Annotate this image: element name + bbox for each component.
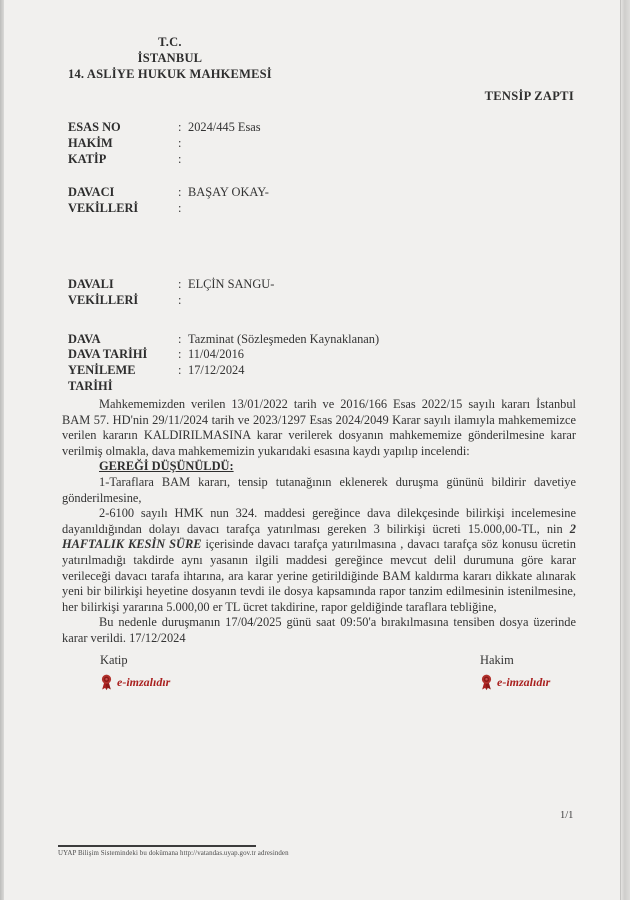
paragraph-item-2-after: içerisinde davacı tarafça yatırılmasına , davacı tarafça söz konusu ücretin yatırılmadığı takdirde aynı yasanın ilgili maddesi gereğince mevcut delil durumuna göre karar verileceği davacı tarafa ihtarına, ara karar yerine getirildiğinde BAM kaldırma kararı dikkate alınarak yeni bir bilirkişi heyetine dosyanın tevdi ile dosya kapsamında rapor tanzim edilmesinin istenilmesine, her bilirkişi yararına 5.000,00 er TL ücret takdirine, rapor geldiğinde taraflara tebliğine, (62, 537, 576, 614)
field-row-dava-tarihi (68, 347, 548, 363)
uyap-footer-note: UYAP Bilişim Sistemindeki bu dokümana http://vatandas.uyap.gov.tr adresinden (58, 850, 289, 857)
field-value: 11/04/2016 (188, 347, 244, 362)
field-label: DAVACI (68, 185, 115, 200)
clerk-role-label: Katip (100, 653, 128, 667)
field-value: Tazminat (Sözleşmeden Kaynaklanan) (188, 331, 380, 346)
e-signature-text: e-imzalıdır (117, 675, 171, 689)
field-row-yenileme-tarihi (68, 363, 548, 395)
page-number: 1/1 (560, 810, 574, 821)
field-row-davali-vekilleri (68, 293, 548, 309)
field-value: 17/12/2024 (188, 363, 245, 378)
field-separator: : (178, 363, 182, 378)
case-fields (68, 120, 548, 395)
paragraph-item-2-before: 2-6100 sayılı HMK nun 324. maddesi gereğince dava dilekçesinde bilirkişi incelemesine dayanıldığından dolayı davacı tarafça yatırılması gereken 3 bilirkişi ücreti 15.000,00-TL, nin (62, 506, 576, 536)
field-separator: : (178, 120, 182, 134)
paragraph-intro: Mahkememizden verilen 13/01/2022 tarih ve 2016/166 Esas 2022/15 sayılı kararı İstanbul BAM 57. HD'nin 29/11/2024 tarih ve 2023/1297 Esas 2024/2049 Karar sayılı ilamıyla mahkememizce verilen kararın KALDIRILMASINA karar verilerek dosyanın mahkememize gönderilmesine karar verilmiş olmakla, dava mahkememizin yukarıdaki esasına kaydı yapılıp incelendi: (62, 397, 576, 458)
e-signature-seal-icon (480, 674, 493, 691)
field-label: DAVA TARİHİ (68, 347, 148, 362)
e-signature-seal-icon (100, 674, 113, 691)
field-separator: : (178, 135, 182, 150)
field-label: HAKİM (68, 135, 113, 150)
clerk-esignature (100, 674, 170, 691)
field-value: BAŞAY OKAY- (188, 185, 269, 200)
field-row-davaci-vekilleri (68, 201, 548, 217)
court-header (68, 34, 272, 82)
document-type-title: TENSİP ZAPTI (484, 89, 574, 103)
field-label: ESAS NO (68, 120, 121, 134)
field-separator: : (178, 347, 182, 362)
deadline-emphasis: 2 HAFTALIK KESİN SÜRE (62, 521, 576, 552)
field-row-hakim (68, 136, 548, 152)
field-label: DAVA (68, 331, 101, 346)
field-separator: : (178, 185, 182, 200)
field-row-katip (68, 152, 548, 168)
republic-line: T.C. (158, 35, 182, 49)
field-label: DAVALI (68, 276, 114, 291)
field-separator: : (178, 201, 182, 216)
field-row-dava (68, 332, 548, 348)
city-line: İSTANBUL (137, 51, 203, 65)
photo-edge-left (0, 0, 4, 900)
paragraph-item-2 (62, 506, 576, 615)
field-label: VEKİLLERİ (68, 292, 139, 307)
field-label: YENİLEME TARİHİ (68, 363, 136, 393)
field-value (188, 201, 548, 217)
field-separator: : (178, 331, 182, 346)
field-label: KATİP (68, 151, 107, 166)
field-separator: : (178, 292, 182, 307)
paragraph-item-1: 1-Taraflara BAM kararı, tensip tutanağının eklenerek duruşma gününü bildirir davetiye gönderilmesine, (62, 474, 576, 505)
paragraph-conclusion: Bu nedenle duruşmanın 17/04/2025 günü saat 09:50'a bırakılmasına tensiben dosya üzerinde karar verildi. 17/12/2024 (62, 615, 576, 645)
decision-body (62, 397, 576, 647)
footer-divider (58, 845, 256, 847)
section-heading: GEREĞİ DÜŞÜNÜLDÜ: (99, 459, 234, 474)
court-name: 14. ASLİYE HUKUK MAHKEMESİ (68, 67, 272, 81)
field-value: ELÇİN SANGU- (188, 276, 275, 291)
field-value (188, 293, 548, 309)
field-value (188, 136, 548, 152)
field-value: 2024/445 Esas (188, 120, 261, 134)
field-separator: : (178, 276, 182, 291)
field-row-esas-no (68, 120, 548, 136)
document-footer (58, 845, 458, 857)
judge-signature-block (480, 653, 550, 691)
signature-section (0, 653, 630, 713)
field-value (188, 152, 548, 168)
field-label: VEKİLLERİ (68, 201, 139, 216)
judge-esignature (480, 674, 550, 691)
field-row-davaci (68, 185, 548, 201)
clerk-signature-block (100, 653, 170, 691)
e-signature-text: e-imzalıdır (497, 675, 551, 689)
field-separator: : (178, 151, 182, 166)
field-row-davali (68, 277, 548, 293)
judge-role-label: Hakim (480, 653, 514, 667)
photo-edge-right (620, 0, 630, 900)
